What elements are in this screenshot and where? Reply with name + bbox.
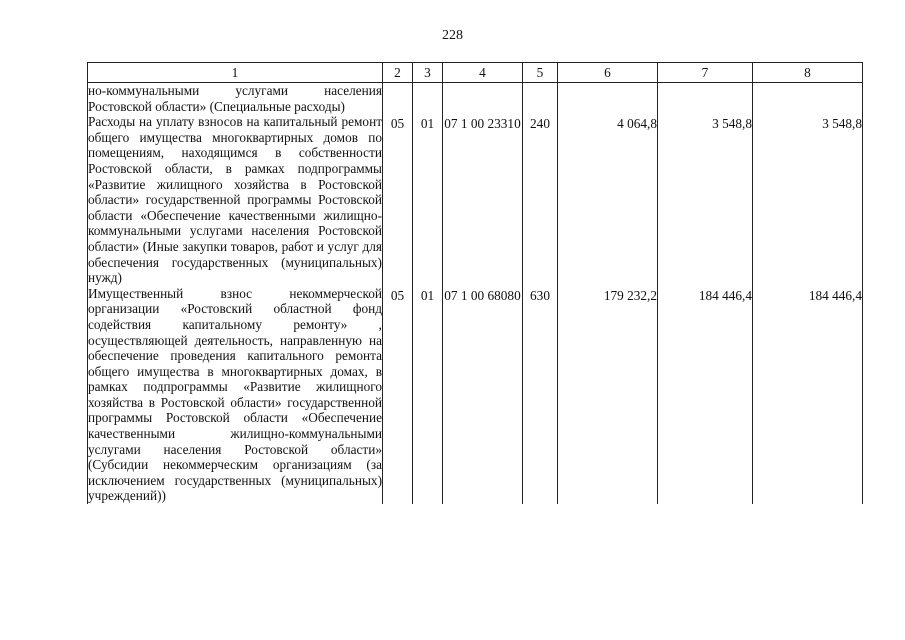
table-row <box>88 114 863 286</box>
row-value-col6: 179 232,2 <box>558 286 658 504</box>
row-section-code: 05 <box>383 114 413 286</box>
row-value-col6: 4 064,8 <box>558 114 658 286</box>
column-header-8: 8 <box>753 63 863 83</box>
row-value-col8 <box>753 83 863 115</box>
row-subsection-code: 01 <box>413 286 443 504</box>
row-target-article-code <box>443 83 523 115</box>
column-header-2: 2 <box>383 63 413 83</box>
column-header-5: 5 <box>523 63 558 83</box>
table-header-row <box>88 63 863 83</box>
row-target-article-code: 07 1 00 23310 <box>443 114 523 286</box>
column-header-7: 7 <box>658 63 753 83</box>
column-header-1: 1 <box>88 63 383 83</box>
row-value-col7 <box>658 83 753 115</box>
row-expense-type-code: 630 <box>523 286 558 504</box>
row-subsection-code: 01 <box>413 114 443 286</box>
row-value-col6 <box>558 83 658 115</box>
row-value-col8: 3 548,8 <box>753 114 863 286</box>
row-target-article-code: 07 1 00 68080 <box>443 286 523 504</box>
row-section-code: 05 <box>383 286 413 504</box>
row-value-col8: 184 446,4 <box>753 286 863 504</box>
row-subsection-code <box>413 83 443 115</box>
row-description: Расходы на уплату взносов на капитальный ремонт общего имущества многоквартирных домов по помещениям, находящимся в собственности Ростовской области, в рамках подпрограммы «Развитие жилищного хозяйства в Ростовской области» государственной программы Ростовской области «Обеспечение качественными жилищно-коммунальными услугами населения Ростовской области» (Иные закупки товаров, работ и услуг для обеспечения государственных (муниципальных) нужд) <box>88 114 382 286</box>
row-expense-type-code: 240 <box>523 114 558 286</box>
table-row <box>88 83 863 115</box>
row-description: Имущественный взнос некоммерческой организации «Ростовский областной фонд содействия капитальному ремонту» , осуществляющей деятельность, направленную на обеспечение проведения капитального ремонта общего имущества в многоквартирных домах, в рамках подпрограммы «Развитие жилищного хозяйства в Ростовской области» государственной программы Ростовской области «Обеспечение качественными жилищно-коммунальными услугами населения Ростовской области» (Субсидии некоммерческим организациям (за исключением государственных (муниципальных) учреждений)) <box>88 285 382 504</box>
page-number: 228 <box>442 28 463 43</box>
row-section-code <box>383 83 413 115</box>
column-header-4: 4 <box>443 63 523 83</box>
row-value-col7: 184 446,4 <box>658 286 753 504</box>
row-value-col7: 3 548,8 <box>658 114 753 286</box>
column-header-3: 3 <box>413 63 443 83</box>
column-header-6: 6 <box>558 63 658 83</box>
row-expense-type-code <box>523 83 558 115</box>
row-description: но-коммунальными услугами населения Ростовской области» (Специальные расходы) <box>88 83 382 114</box>
budget-table <box>87 62 863 504</box>
table-row <box>88 286 863 504</box>
